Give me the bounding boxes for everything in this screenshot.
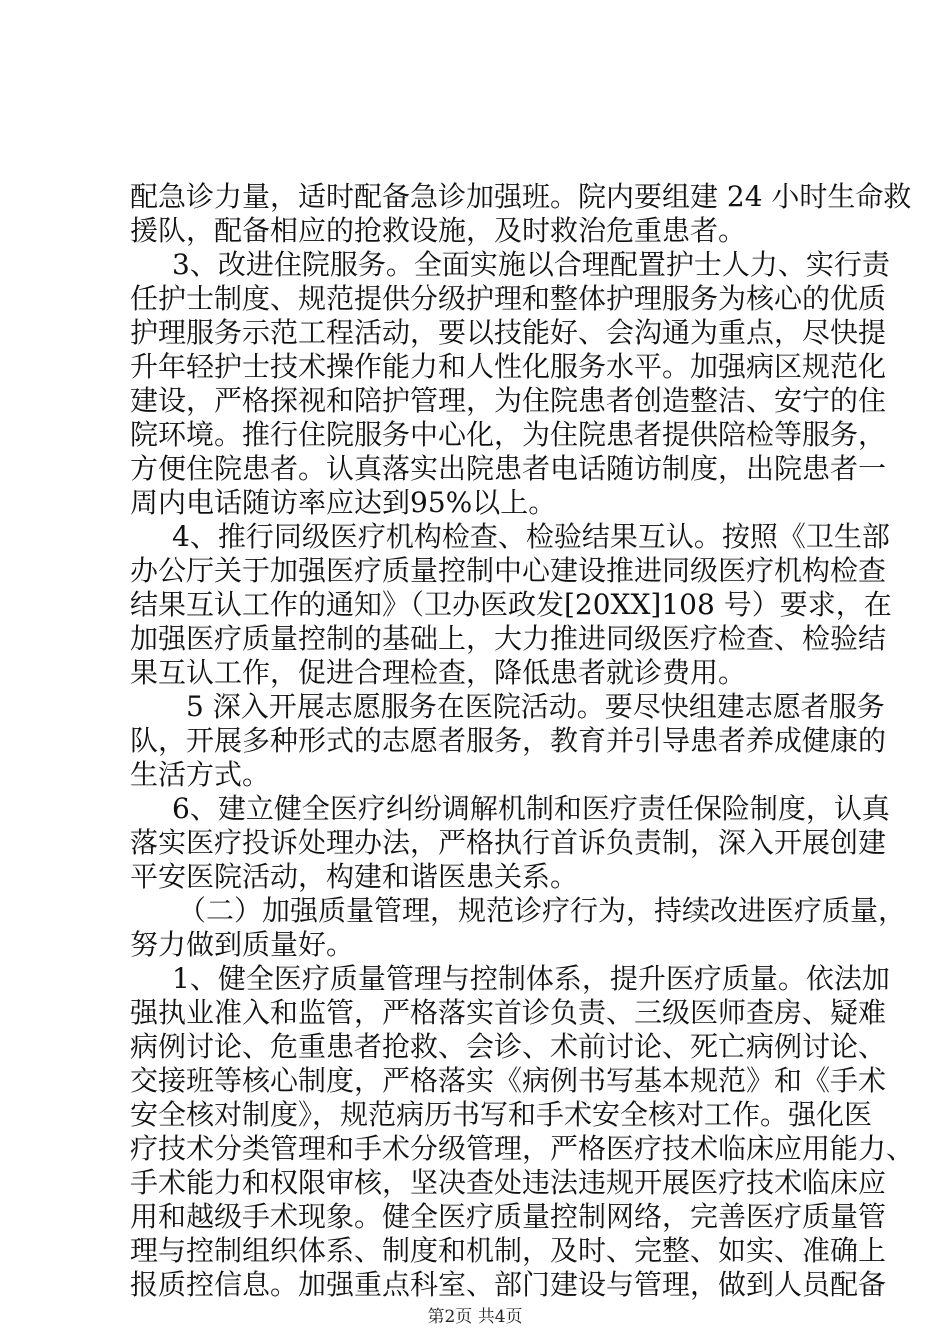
text-line: 平安医院活动，构建和谐医患关系。 xyxy=(130,860,579,893)
text-line: 办公厅关于加强医疗质量控制中心建设推进同级医疗机构检查 xyxy=(130,554,887,587)
text-line: 果互认工作，促进合理检查，降低患者就诊费用。 xyxy=(130,656,747,689)
text-line: 理与控制组织体系、制度和机制，及时、完整、如实、准确上 xyxy=(130,1234,887,1267)
text-line: 任护士制度、规范提供分级护理和整体护理服务为核心的优质 xyxy=(130,282,887,315)
text-line: 1、健全医疗质量管理与控制体系，提升医疗质量。依法加 xyxy=(172,962,890,995)
text-line: 配急诊力量，适时配备急诊加强班。院内要组建 24 小时生命救 xyxy=(130,180,912,213)
text-line: 援队，配备相应的抢救设施，及时救治危重患者。 xyxy=(130,214,747,247)
text-line: 安全核对制度》，规范病历书写和手术安全核对工作。强化医 xyxy=(130,1098,873,1131)
text-line: 疗技术分类管理和手术分级管理，严格医疗技术临床应用能力、 xyxy=(130,1132,915,1165)
text-line: 5 深入开展志愿服务在医院活动。要尽快组建志愿者服务 xyxy=(186,690,885,723)
text-line: 方便住院患者。认真落实出院患者电话随访制度，出院患者一 xyxy=(130,452,887,485)
text-line: 用和越级手术现象。健全医疗质量控制网络，完善医疗质量管 xyxy=(130,1200,887,1233)
text-line: 周内电话随访率应达到95%以上。 xyxy=(130,486,557,519)
text-line: 报质控信息。加强重点科室、部门建设与管理，做到人员配备 xyxy=(130,1268,887,1301)
text-line: 生活方式。 xyxy=(130,758,271,791)
text-line: 队，开展多种形式的志愿者服务，教育并引导患者养成健康的 xyxy=(130,724,887,757)
section-heading: （二）加强质量管理，规范诊疗行为，持续改进医疗质量， xyxy=(178,894,907,927)
text-line: 院环境。推行住院服务中心化，为住院患者提供陪检等服务， xyxy=(130,418,887,451)
text-line: 手术能力和权限审核，坚决查处违法违规开展医疗技术临床应 xyxy=(130,1166,887,1199)
text-line: 升年轻护士技术操作能力和人性化服务水平。加强病区规范化 xyxy=(130,350,887,383)
text-line: 4、推行同级医疗机构检查、检验结果互认。按照《卫生部 xyxy=(172,520,890,553)
text-line: 3、改进住院服务。全面实施以合理配置护士人力、实行责 xyxy=(172,248,890,281)
page-footer: 第2页 共4页 xyxy=(427,1307,523,1327)
text-line: 落实医疗投诉处理办法，严格执行首诉负责制，深入开展创建 xyxy=(130,826,887,859)
text-line: 护理服务示范工程活动，要以技能好、会沟通为重点，尽快提 xyxy=(130,316,887,349)
text-line: 6、建立健全医疗纠纷调解机制和医疗责任保险制度，认真 xyxy=(172,792,890,825)
text-line: 强执业准入和监管，严格落实首诊负责、三级医师查房、疑难 xyxy=(130,996,887,1029)
section-heading: 努力做到质量好。 xyxy=(130,928,355,961)
text-line: 结果互认工作的通知》（卫办医政发[20XX]108 号）要求，在 xyxy=(130,588,892,621)
text-line: 交接班等核心制度，严格落实《病例书写基本规范》和《手术 xyxy=(130,1064,887,1097)
text-line: 病例讨论、危重患者抢救、会诊、术前讨论、死亡病例讨论、 xyxy=(130,1030,887,1063)
text-line: 建设，严格探视和陪护管理，为住院患者创造整洁、安宁的住 xyxy=(130,384,887,417)
text-line: 加强医疗质量控制的基础上，大力推进同级医疗检查、检验结 xyxy=(130,622,887,655)
